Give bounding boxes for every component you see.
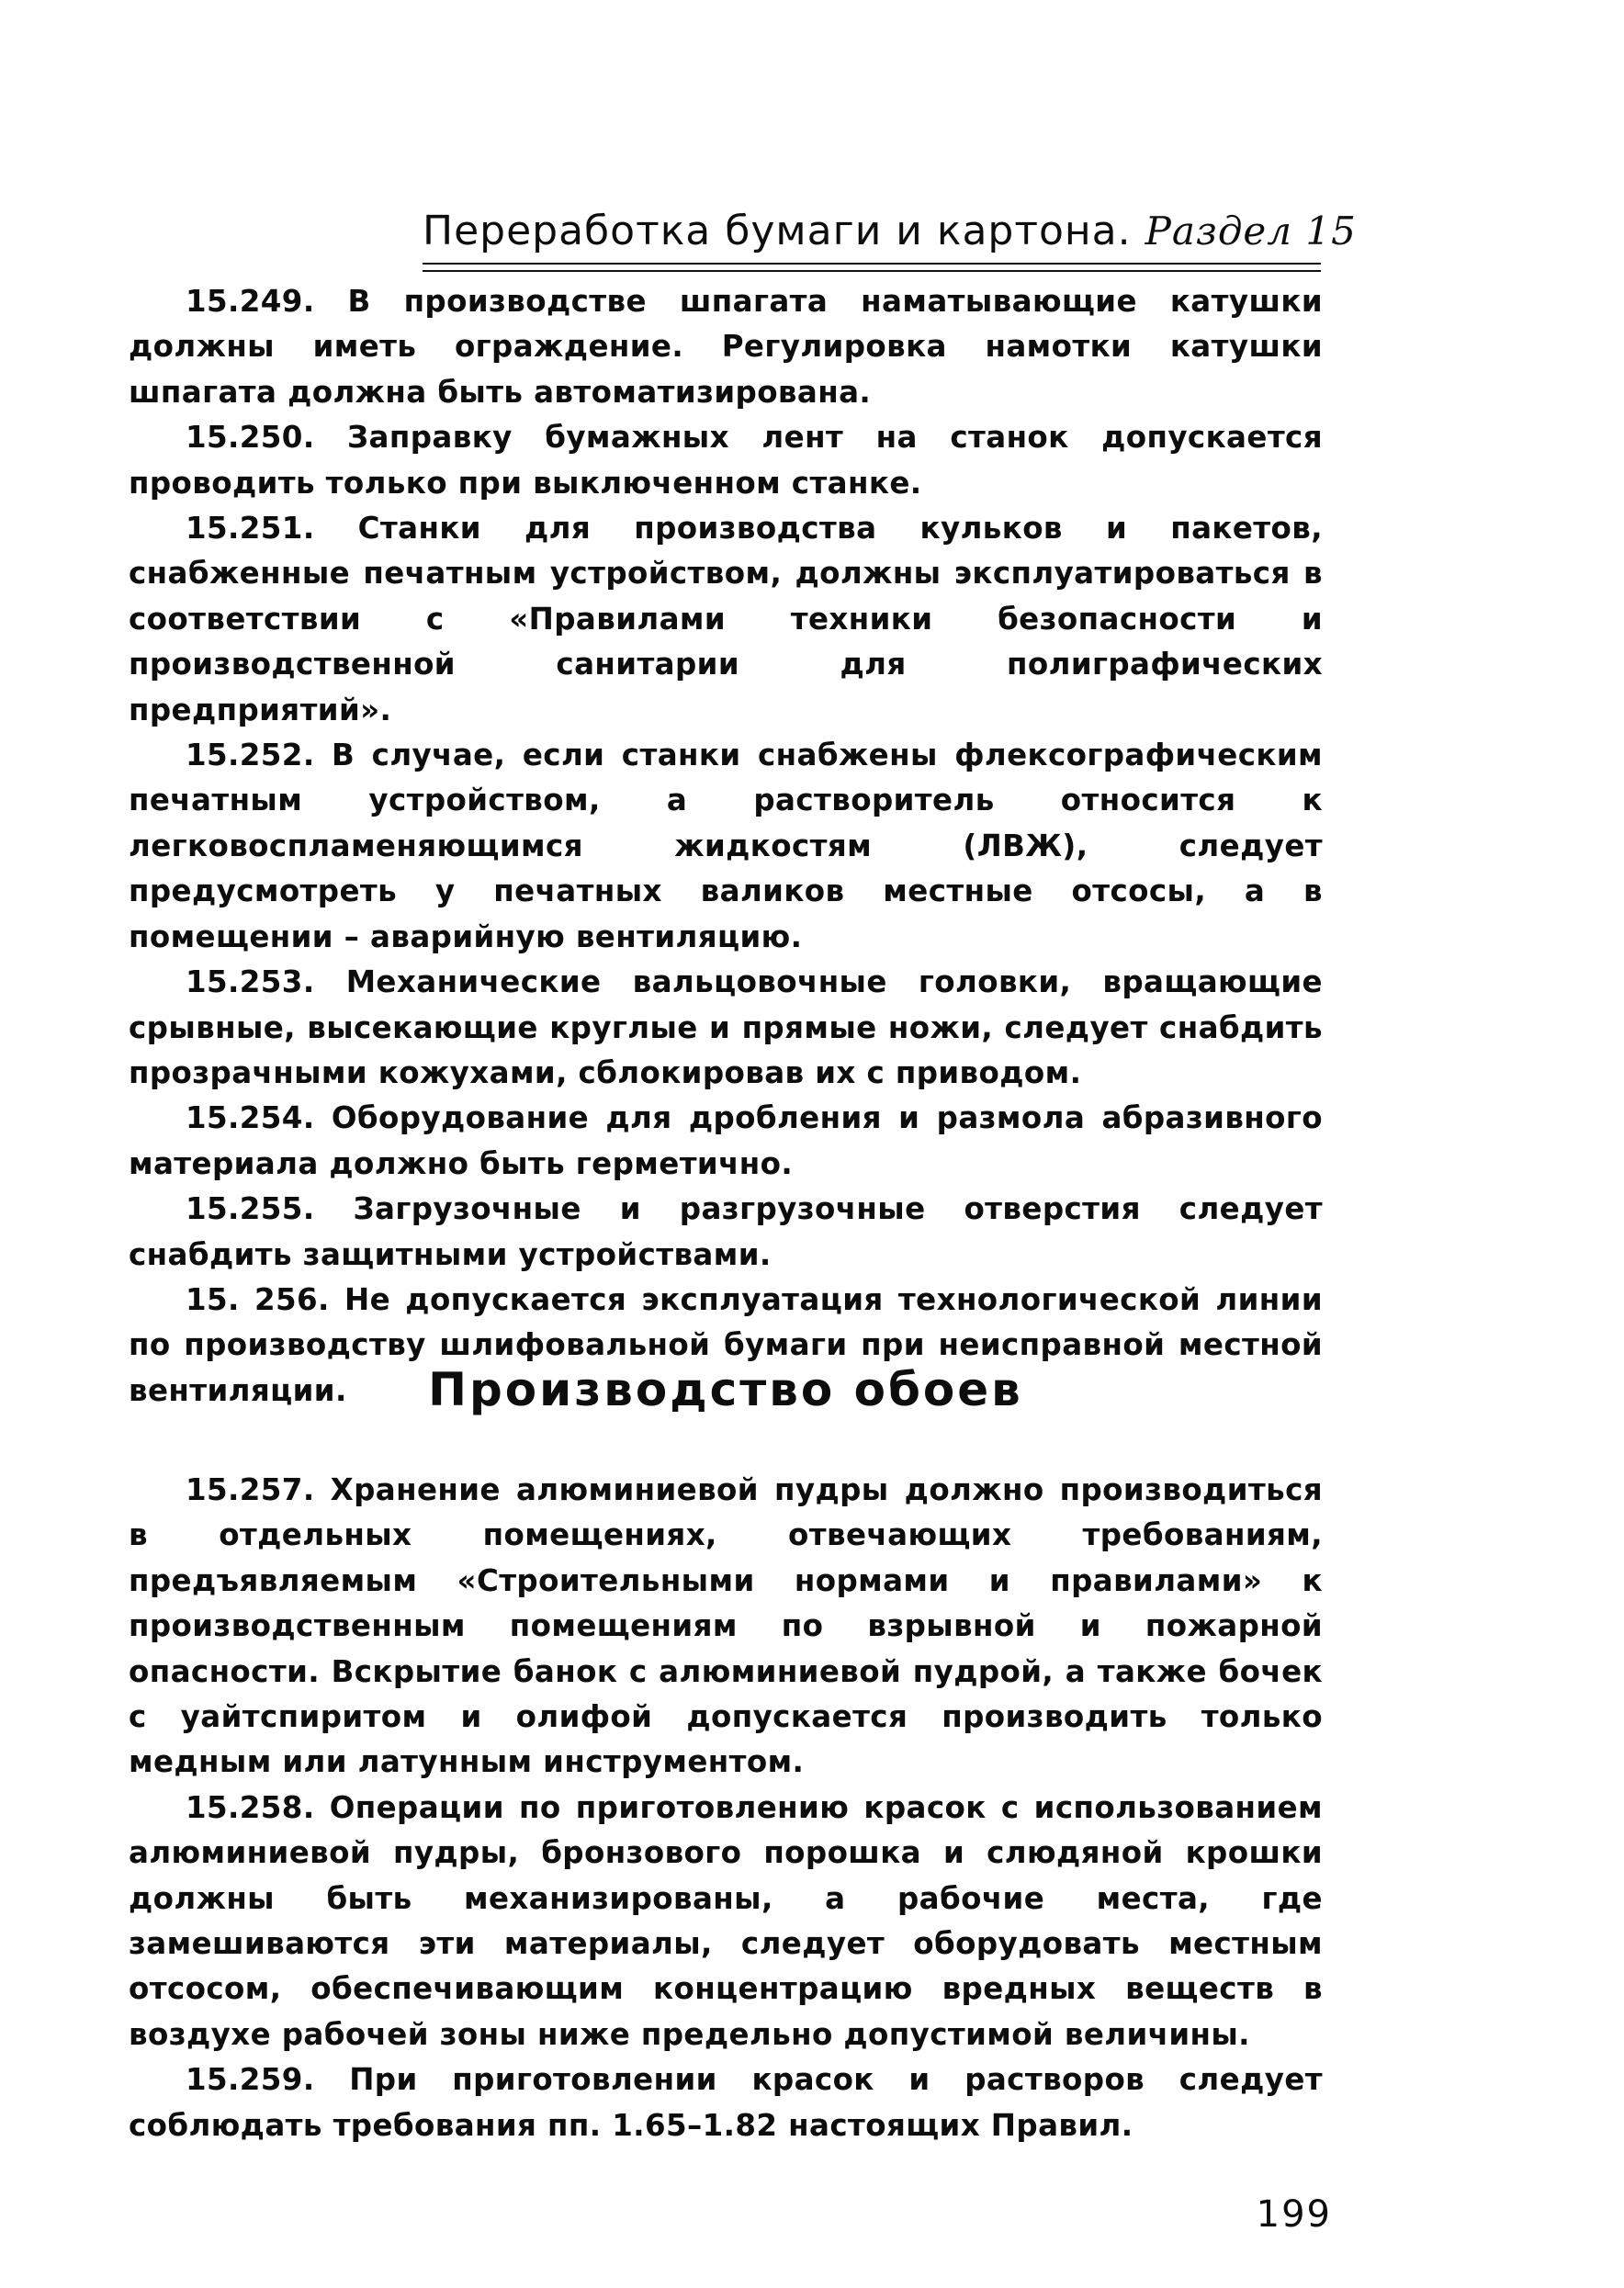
paragraph-15-253: 15.253. Механические вальцовочные головки, вращающие срывные, высекающие круглые и прямые ножи, следует снабдить прозрачными кожухами, сблокировав их с приводом. [129,964,1323,1090]
running-head-section: Раздел 15 [1145,209,1357,254]
text-block-top [129,279,1323,1414]
running-head [423,208,1357,254]
paragraph-15-258: 15.258. Операции по приготовлению красок с использованием алюминиевой пудры, бронзового порошка и слюдяной крошки должны быть механизированы, а рабочие места, где замешиваются эти материалы, следует оборудовать местным отсосом, обеспечивающим концентрацию вредных веществ в воздухе рабочей зоны ниже предельно допустимой величины. [129,1789,1323,2052]
paragraph-15-251: 15.251. Станки для производства кульков и пакетов, снабженные печатным устройством, должны эксплуатироваться в соответствии с «Правилами техники безопасности и производственной санитарии для полиграфических предприятий». [129,511,1323,727]
header-rule [423,263,1321,265]
paragraph-15-259: 15.259. При приготовлении красок и растворов следует соблюдать требования пп. 1.65–1.82 настоящих Правил. [129,2062,1323,2143]
text-block-bottom [129,1468,1323,2148]
paragraph-15-254: 15.254. Оборудование для дробления и размола абразивного материала должно быть герметично. [129,1100,1323,1181]
paragraph-15-256: 15. 256. Не допускается эксплуатация технологической линии по производству шлифовальной бумаги при неисправной местной вентиляции. [129,1281,1323,1408]
running-head-title: Переработка бумаги и картона. [423,208,1132,254]
page-number: 199 [1256,2193,1332,2236]
paragraph-15-257: 15.257. Хранение алюминиевой пудры должно производиться в отдельных помещениях, отвечающих требованиям, предъявляемым «Строительными нормами и правилами» к производственным помещениям по взрывной и пожарной опасности. Вскрытие банок с алюминиевой пудрой, а также бочек с уайтспиритом и олифой допускается производить только медным или латунным инструментом. [129,1472,1323,1780]
paragraph-15-255: 15.255. Загрузочные и разгрузочные отверстия следует снабдить защитными устройствами. [129,1191,1323,1272]
paragraph-15-250: 15.250. Заправку бумажных лент на станок допускается проводить только при выключенном станке. [129,420,1323,501]
paragraph-15-252: 15.252. В случае, если станки снабжены флексографическим печатным устройством, а растворитель относится к легковоспламеняющимся жидкостям (ЛВЖ), следует предусмотреть у печатных валиков местные отсосы, а в помещении – аварийную вентиляцию. [129,738,1323,954]
header-rule-second [423,270,1321,272]
section-heading: Производство обоев [428,1363,1023,1416]
paragraph-15-249: 15.249. В производстве шпагата наматывающие катушки должны иметь ограждение. Регулировка намотки катушки шпагата должна быть автоматизирована. [129,284,1323,410]
